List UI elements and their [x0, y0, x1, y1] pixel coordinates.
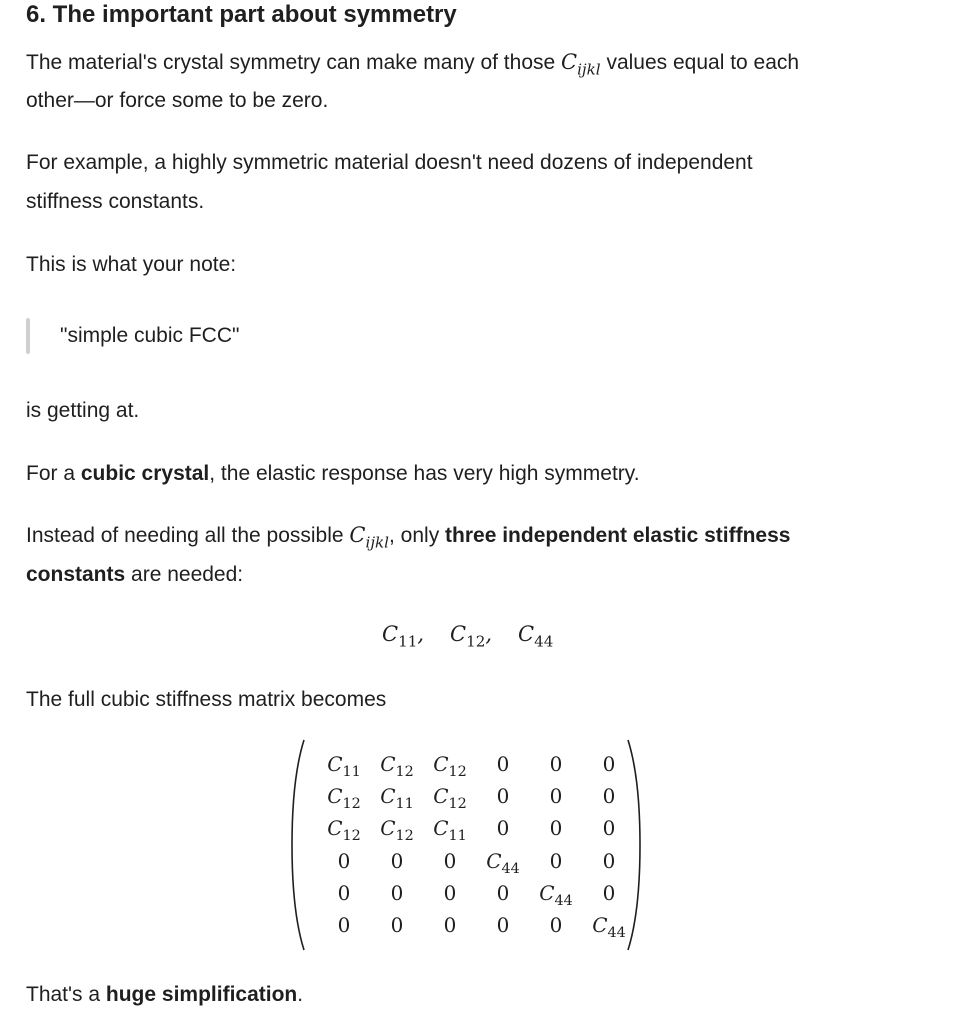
constant-subscript: 44	[534, 632, 554, 651]
paragraph-symmetry-line2: other—or force some to be zero.	[26, 89, 329, 112]
bold-text: three independent elastic stiffness	[445, 524, 791, 547]
matrix-cell: $C_{12}$	[327, 816, 361, 845]
paragraph-matrix-intro: The full cubic stiffness matrix becomes	[26, 688, 387, 711]
constant-c12	[450, 622, 486, 651]
matrix-cell: 0	[443, 881, 457, 905]
matrix-cell: $C_{12}$	[433, 784, 467, 813]
text-run: That's a	[26, 983, 106, 1006]
matrix-cell: $C_{11}$	[327, 752, 361, 781]
bold-text: constants	[26, 563, 126, 586]
matrix-cell: 0	[443, 849, 457, 873]
constant-letter: C	[450, 622, 467, 646]
tensor-symbol	[349, 523, 389, 552]
constant-subscript: 11	[398, 632, 418, 651]
left-parenthesis	[290, 738, 306, 952]
matrix-cell: $C_{12}$	[433, 752, 467, 781]
independent-constants	[382, 622, 554, 651]
matrix-cell: $C_{44}$	[539, 881, 573, 910]
text-run: .	[297, 983, 304, 1006]
text-run: are needed:	[125, 563, 244, 586]
paragraph-conclusion	[26, 975, 303, 1014]
paragraph-example-line1: For example, a highly symmetric material doesn't need dozens of independent	[26, 151, 753, 174]
tensor-subscript: ijkl	[365, 533, 389, 552]
constant-letter: C	[382, 622, 399, 646]
tensor-letter: C	[349, 523, 366, 547]
matrix-cell: 0	[549, 816, 563, 840]
matrix-cell: 0	[496, 913, 510, 937]
matrix-cell: 0	[549, 752, 563, 776]
constant-c44	[518, 622, 554, 651]
matrix-cell: $C_{44}$	[592, 913, 626, 942]
constant-subscript: 12	[466, 632, 486, 651]
bold-text: cubic crystal	[80, 462, 210, 485]
matrix-cell: 0	[390, 849, 404, 873]
blockquote-bar	[26, 318, 30, 354]
matrix-cell: 0	[390, 881, 404, 905]
tensor-symbol	[561, 50, 601, 79]
matrix-cell: 0	[602, 752, 616, 776]
matrix-cell: 0	[602, 881, 616, 905]
section-heading: 6. The important part about symmetry	[26, 1, 457, 28]
paragraph-example-line2: stiffness constants.	[26, 190, 205, 213]
text-run: The material's crystal symmetry can make many of those	[26, 51, 562, 74]
matrix-cell: $C_{12}$	[327, 784, 361, 813]
matrix-cell: 0	[337, 881, 351, 905]
matrix-cell: 0	[549, 784, 563, 808]
paragraph-instead-line2	[26, 555, 243, 594]
constant-letter: C	[518, 622, 535, 646]
matrix-cell: 0	[496, 816, 510, 840]
tensor-letter: C	[561, 50, 578, 74]
tensor-subscript: ijkl	[577, 60, 601, 79]
bold-text: huge simplification	[105, 983, 298, 1006]
matrix-cell: 0	[496, 881, 510, 905]
paragraph-instead-line1	[26, 516, 790, 555]
matrix-cell: 0	[496, 784, 510, 808]
text-run: values equal to each	[600, 51, 800, 74]
blockquote-text: "simple cubic FCC"	[60, 324, 240, 347]
matrix-cell: 0	[337, 913, 351, 937]
matrix-cell: $C_{12}$	[380, 752, 414, 781]
separator: ,	[485, 622, 492, 646]
text-run: , the elastic response has very high symmetry.	[209, 462, 640, 485]
paragraph-symmetry-line1	[26, 43, 799, 82]
matrix-cell: 0	[602, 849, 616, 873]
constant-c11	[382, 622, 418, 651]
stiffness-matrix	[290, 738, 640, 952]
matrix-cell: 0	[390, 913, 404, 937]
matrix-cell: 0	[443, 913, 457, 937]
blockquote	[26, 318, 239, 354]
matrix-cell: $C_{11}$	[380, 784, 414, 813]
text-run: For a	[26, 462, 81, 485]
paragraph-cubic-crystal	[26, 454, 640, 493]
matrix-cell: 0	[549, 849, 563, 873]
matrix-cell: 0	[549, 913, 563, 937]
matrix-cell: 0	[337, 849, 351, 873]
text-run: Instead of needing all the possible	[26, 524, 350, 547]
paragraph-getting-at: is getting at.	[26, 399, 140, 422]
matrix-cell: 0	[602, 784, 616, 808]
text-run: , only	[389, 524, 446, 547]
matrix-cell: $C_{11}$	[433, 816, 467, 845]
matrix-cell: 0	[496, 752, 510, 776]
separator: ,	[417, 622, 424, 646]
matrix-cell: 0	[602, 816, 616, 840]
matrix-cell: $C_{44}$	[486, 849, 520, 878]
paragraph-note: This is what your note:	[26, 253, 237, 276]
matrix-cell: $C_{12}$	[380, 816, 414, 845]
